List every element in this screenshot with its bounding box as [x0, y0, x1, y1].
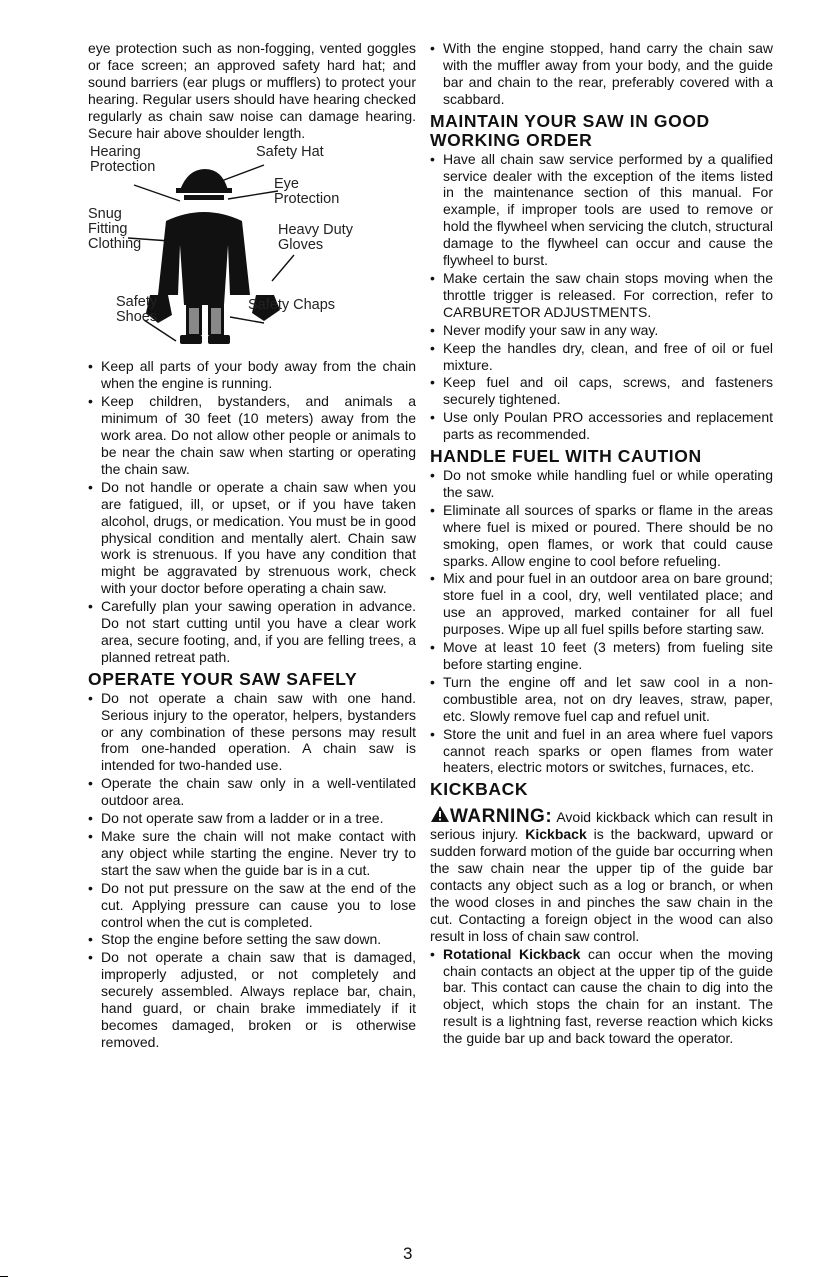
- rotational-kickback-term: Rotational Kickback: [443, 945, 581, 962]
- left-column: [88, 40, 416, 1052]
- list-item: • Have all chain saw service performed by a qualified service dealer with the exception of the items listed in the maintenance section of this manual. For example, if improper tools are used to remove or hold the flywheel when servicing the clutch, structural damage to the flywheel can occur and cause the flywheel to burst.: [430, 151, 773, 269]
- label-line: Safety: [116, 294, 158, 311]
- heading-handle-fuel: HANDLE FUEL WITH CAUTION: [430, 446, 702, 467]
- bullet-list-carry: [430, 40, 773, 108]
- bullet-list-kickback: [430, 946, 773, 1047]
- list-item: • Make sure the chain will not make contact with any object while starting the engine. Never try to start the saw when the guide bar is in a cut.: [88, 828, 416, 879]
- list-item: • Make certain the saw chain stops moving when the throttle trigger is released. For correction, refer to CARBURETOR ADJUSTMENTS.: [430, 270, 773, 321]
- list-item: • Turn the engine off and let saw cool in a non-combustible area, not on dry leaves, straw, paper, etc. Slowly remove fuel cap and refuel unit.: [430, 674, 773, 725]
- list-item: • Keep children, bystanders, and animals a minimum of 30 feet (10 meters) away from the work area. Do not allow other people or animals to be near the chain saw when starting or operating the chain saw.: [88, 393, 416, 478]
- label-line: Gloves: [278, 237, 324, 254]
- list-item: • Do not operate saw from a ladder or in a tree.: [88, 810, 416, 827]
- label-line: Heavy Duty: [278, 222, 353, 239]
- rotational-kickback-text: can occur when the moving chain contacts an object at the upper tip of the guide bar. This contact can cause the chain to dig into the object, which stops the chain for an instant. The result is a lightning fast, reverse reaction which kicks the guide bar up and back toward the operator.: [443, 945, 773, 1047]
- warning-text-1: Avoid kickback which can result in serious injury.: [430, 809, 773, 843]
- bullet-list-maintain: [430, 151, 773, 443]
- heading-kickback: KICKBACK: [430, 779, 529, 800]
- list-item: • Do not put pressure on the saw at the end of the cut. Applying pressure can cause you to lose control when the cut is completed.: [88, 880, 416, 931]
- list-item: • Do not operate a chain saw with one hand. Serious injury to the operator, helpers, bystanders or any combination of these persons may result from one-handed operation. A chain saw is intended for two-handed use.: [88, 690, 416, 775]
- label-line: Eye: [274, 176, 299, 193]
- warning-title: WARNING:: [450, 806, 553, 828]
- list-item-rotational-kickback: [430, 946, 773, 1047]
- safety-apparel-figure: [88, 145, 416, 352]
- list-item: • Stop the engine before setting the saw down.: [88, 931, 416, 948]
- label-line: Shoes: [116, 309, 158, 326]
- list-item: • With the engine stopped, hand carry the chain saw with the muffler away from your body, and the guide bar and chain to the rear, preferably covered with a scabbard.: [430, 40, 773, 108]
- warning-triangle-icon: [430, 805, 450, 823]
- bullet-list-operate: [88, 690, 416, 1051]
- label-eye-protection: [274, 177, 339, 207]
- bullet-list-general: [88, 358, 416, 665]
- heading-operate-safely: OPERATE YOUR SAW SAFELY: [88, 668, 358, 689]
- warning-text-2: is the backward, upward or sudden forward motion of the guide bar occurring when the saw chain near the upper tip of the guide bar contacts any object such as a log or branch, or when the wood closes in and pinches the saw chain in the cut. Contacting a foreign object in the wood can also result in loss of chain saw control.: [430, 826, 773, 944]
- list-item: • Never modify your saw in any way.: [430, 322, 773, 339]
- label-line: Protection: [90, 159, 156, 176]
- label-line: Hearing: [90, 144, 141, 161]
- list-item: • Eliminate all sources of sparks or flame in the areas where fuel is mixed or poured. There should be no smoking, open flames, or work that could cause sparks. Allow engine to cool before refueling.: [430, 502, 773, 570]
- list-item: • Do not smoke while handling fuel or while operating the saw.: [430, 467, 773, 501]
- label-line: Fitting: [88, 221, 128, 238]
- list-item: • Mix and pour fuel in an outdoor area on bare ground; store fuel in a cool, dry, well ventilated place; and use an approved, marked container for all fuel purposes. Wipe up all fuel spills before starting saw.: [430, 570, 773, 638]
- label-safety-shoes: [116, 295, 157, 325]
- list-item: • Keep all parts of your body away from the chain when the engine is running.: [88, 358, 416, 392]
- label-snug-fitting-clothing: [88, 207, 141, 252]
- list-item: • Move at least 10 feet (3 meters) from fueling site before starting engine.: [430, 639, 773, 673]
- label-line: Snug: [88, 206, 122, 223]
- crop-mark: [0, 1276, 8, 1277]
- label-safety-chaps: Safety Chaps: [248, 297, 336, 314]
- label-heavy-duty-gloves: [278, 223, 353, 253]
- label-safety-hat: Safety Hat: [256, 144, 324, 161]
- list-item: • Do not handle or operate a chain saw when you are fatigued, ill, or upset, or if you have taken alcohol, drugs, or medication. You must be in good physical condition and mentally alert. Chain saw work is strenuous. If you have any condition that might be aggravated by strenuous work, check with your doctor before operating a chain saw.: [88, 479, 416, 597]
- list-item: • Carefully plan your sawing operation in advance. Do not start cutting until you have a clear work area, secure footing, and, if you are felling trees, a planned retreat path.: [88, 598, 416, 666]
- warning-paragraph: [430, 805, 773, 944]
- label-line: Protection: [274, 191, 340, 208]
- bullet-list-fuel: [430, 467, 773, 776]
- list-item: • Do not operate a chain saw that is damaged, improperly adjusted, or not completely and securely assembled. Always replace bar, chain, hand guard, or chain brake immediately if it becomes damaged, broken or is otherwise removed.: [88, 949, 416, 1050]
- intro-paragraph: eye protection such as non-fogging, vented goggles or face screen; an approved safety hard hat; and sound barriers (ear plugs or mufflers) to protect your hearing. Regular users should have hearing checked regularly as chain saw noise can damage hearing. Secure hair above shoulder length.: [88, 40, 416, 141]
- list-item: • Keep the handles dry, clean, and free of oil or fuel mixture.: [430, 340, 773, 374]
- kickback-term: Kickback: [525, 826, 587, 843]
- list-item: • Store the unit and fuel in an area where fuel vapors cannot reach sparks or open flames from water heaters, electric motors or switches, furnaces, etc.: [430, 726, 773, 777]
- right-column: [430, 40, 773, 1048]
- page-number: 3: [403, 1244, 413, 1263]
- list-item: • Use only Poulan PRO accessories and replacement parts as recommended.: [430, 409, 773, 443]
- label-line: Clothing: [88, 236, 142, 253]
- list-item: • Operate the chain saw only in a well-ventilated outdoor area.: [88, 775, 416, 809]
- list-item: • Keep fuel and oil caps, screws, and fasteners securely tightened.: [430, 374, 773, 408]
- label-hearing-protection: [90, 145, 155, 175]
- heading-maintain-saw: MAINTAIN YOUR SAW IN GOOD WORKING ORDER: [430, 110, 710, 150]
